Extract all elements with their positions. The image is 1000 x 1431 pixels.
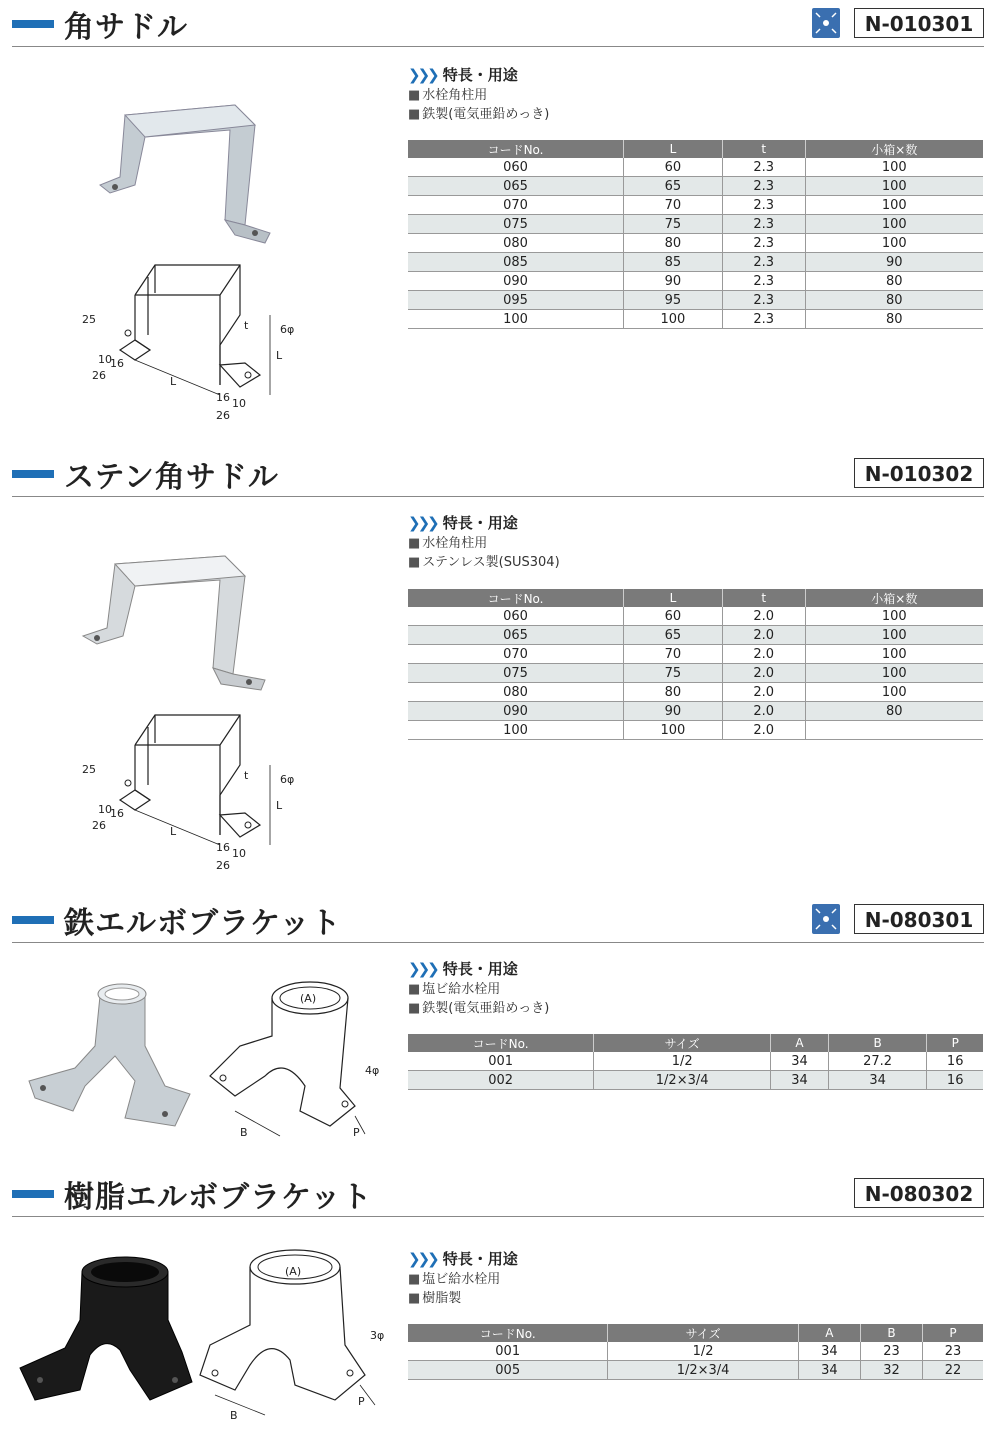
table-cell: 001 <box>408 1052 594 1071</box>
table-row <box>408 1342 983 1361</box>
table-cell: 060 <box>408 607 624 626</box>
table-header-row <box>408 589 983 607</box>
dim-26: 26 <box>92 819 106 832</box>
table-cell: 80 <box>805 310 983 329</box>
table-cell: 80 <box>805 702 983 721</box>
column-header: コードNo. <box>408 1034 594 1052</box>
spec-table <box>408 140 983 329</box>
table-cell: 100 <box>805 626 983 645</box>
table-cell: 80 <box>805 291 983 310</box>
feature-item: 鉄製(電気亜鉛めっき) <box>422 1001 550 1016</box>
column-header: L <box>624 140 723 158</box>
table-row <box>408 645 983 664</box>
table-row <box>408 177 983 196</box>
dim-B: B <box>240 1126 248 1139</box>
table-cell: 23 <box>923 1342 983 1361</box>
table-cell: 100 <box>805 177 983 196</box>
table-cell: 2.3 <box>722 253 805 272</box>
table-row <box>408 310 983 329</box>
table-cell: 34 <box>798 1342 860 1361</box>
table-cell: 27.2 <box>828 1052 927 1071</box>
table-cell: 23 <box>860 1342 922 1361</box>
table-cell: 1/2×3/4 <box>594 1071 771 1090</box>
table-cell: 32 <box>860 1361 922 1380</box>
table-cell: 080 <box>408 234 624 253</box>
table-cell <box>805 721 983 740</box>
section-kaku-saddle <box>0 0 1000 440</box>
table-row <box>408 683 983 702</box>
section-iron-elbow-bracket <box>0 896 1000 1166</box>
table-cell: 065 <box>408 626 624 645</box>
table-row <box>408 1361 983 1380</box>
table-cell: 2.0 <box>722 626 805 645</box>
column-header: サイズ <box>594 1034 771 1052</box>
bullet-square-icon: ■ <box>408 107 421 122</box>
chevrons-icon: ❯❯❯ <box>408 66 437 84</box>
table-cell: 005 <box>408 1361 608 1380</box>
table-cell: 080 <box>408 683 624 702</box>
table-cell: 34 <box>828 1071 927 1090</box>
feature-item: 鉄製(電気亜鉛めっき) <box>422 107 550 122</box>
table-cell: 070 <box>408 645 624 664</box>
table-cell: 1/2×3/4 <box>608 1361 798 1380</box>
feature-item: 水栓角柱用 <box>422 536 488 551</box>
table-cell: 100 <box>805 683 983 702</box>
dim-hole: 3φ <box>370 1329 385 1342</box>
table-cell: 2.3 <box>722 215 805 234</box>
table-cell: 90 <box>624 272 723 291</box>
feature-item: 塩ビ給水栓用 <box>422 1272 501 1287</box>
table-cell: 34 <box>798 1361 860 1380</box>
dim-25: 25 <box>82 763 96 776</box>
table-cell: 095 <box>408 291 624 310</box>
section-header <box>12 450 984 497</box>
table-row <box>408 664 983 683</box>
column-header: サイズ <box>608 1324 798 1342</box>
table-header-row <box>408 1034 983 1052</box>
resin-elbow-drawing <box>195 1235 395 1425</box>
column-header: 小箱×数 <box>805 140 983 158</box>
dim-P: P <box>358 1395 365 1408</box>
resin-elbow-photo <box>10 1250 200 1410</box>
section-header <box>12 0 984 47</box>
column-header: B <box>860 1324 922 1342</box>
table-cell: 2.0 <box>722 683 805 702</box>
table-cell: 085 <box>408 253 624 272</box>
section-title: 鉄エルボブラケット <box>64 906 342 941</box>
table-cell: 34 <box>771 1052 829 1071</box>
table-cell: 85 <box>624 253 723 272</box>
dim-10b: 10 <box>232 397 246 410</box>
section-resin-elbow-bracket <box>0 1170 1000 1431</box>
product-code: N-010301 <box>854 8 984 38</box>
table-cell: 100 <box>805 196 983 215</box>
dim-16: 16 <box>110 357 124 370</box>
table-cell: 100 <box>624 721 723 740</box>
table-cell: 65 <box>624 177 723 196</box>
table-cell: 2.3 <box>722 234 805 253</box>
chevrons-icon: ❯❯❯ <box>408 514 437 532</box>
table-cell: 22 <box>923 1361 983 1380</box>
section-accent-bar <box>12 1190 54 1198</box>
dim-10: 10 <box>98 353 112 366</box>
bullet-square-icon: ■ <box>408 982 421 997</box>
dim-16: 16 <box>110 807 124 820</box>
dim-A: (A) <box>300 992 317 1005</box>
table-row <box>408 234 983 253</box>
spec-table <box>408 1324 983 1380</box>
table-cell: 70 <box>624 196 723 215</box>
bullet-square-icon: ■ <box>408 88 421 103</box>
features-heading: 特長・用途 <box>442 66 518 84</box>
table-cell: 16 <box>927 1071 983 1090</box>
table-cell: 2.0 <box>722 702 805 721</box>
column-header: t <box>722 140 805 158</box>
table-cell: 100 <box>805 607 983 626</box>
dim-A: (A) <box>285 1265 302 1278</box>
table-cell: 70 <box>624 645 723 664</box>
column-header: 小箱×数 <box>805 589 983 607</box>
bullet-square-icon: ■ <box>408 536 421 551</box>
table-cell: 075 <box>408 664 624 683</box>
stainless-saddle-drawing <box>80 705 320 880</box>
table-cell: 1/2 <box>594 1052 771 1071</box>
dim-6phi: 6φ <box>280 773 295 786</box>
table-cell: 34 <box>771 1071 829 1090</box>
table-cell: 090 <box>408 272 624 291</box>
feature-item: ステンレス製(SUS304) <box>422 555 560 570</box>
features-heading: 特長・用途 <box>442 960 518 978</box>
table-header-row <box>408 140 983 158</box>
table-row <box>408 1071 983 1090</box>
table-cell: 002 <box>408 1071 594 1090</box>
dim-10b: 10 <box>232 847 246 860</box>
dim-26b: 26 <box>216 859 230 872</box>
table-cell: 100 <box>408 721 624 740</box>
table-cell: 2.0 <box>722 664 805 683</box>
column-header: L <box>624 589 723 607</box>
table-cell: 075 <box>408 215 624 234</box>
table-cell: 75 <box>624 664 723 683</box>
product-code: N-010302 <box>854 458 984 488</box>
product-code: N-080301 <box>854 904 984 934</box>
column-header: A <box>798 1324 860 1342</box>
bullet-square-icon: ■ <box>408 1272 421 1287</box>
features <box>408 958 549 1018</box>
table-cell: 100 <box>408 310 624 329</box>
section-accent-bar <box>12 916 54 924</box>
features <box>408 1248 518 1308</box>
bullet-square-icon: ■ <box>408 555 421 570</box>
table-cell: 2.3 <box>722 177 805 196</box>
table-cell: 80 <box>805 272 983 291</box>
dim-P: P <box>353 1126 360 1139</box>
table-cell: 1/2 <box>608 1342 798 1361</box>
table-row <box>408 702 983 721</box>
table-row <box>408 721 983 740</box>
dim-B: B <box>230 1409 238 1422</box>
column-header: コードNo. <box>408 589 624 607</box>
iron-elbow-drawing <box>205 976 400 1151</box>
table-cell: 2.0 <box>722 607 805 626</box>
table-cell: 100 <box>805 234 983 253</box>
chevrons-icon: ❯❯❯ <box>408 1250 437 1268</box>
table-row <box>408 626 983 645</box>
column-header: P <box>923 1324 983 1342</box>
dim-26b: 26 <box>216 409 230 422</box>
table-header-row <box>408 1324 983 1342</box>
section-accent-bar <box>12 20 54 28</box>
table-row <box>408 1052 983 1071</box>
stainless-saddle-photo <box>75 534 285 694</box>
table-cell: 2.3 <box>722 196 805 215</box>
iron-elbow-photo <box>15 976 200 1136</box>
table-row <box>408 196 983 215</box>
table-cell: 90 <box>805 253 983 272</box>
table-cell: 100 <box>805 215 983 234</box>
column-header: t <box>722 589 805 607</box>
table-row <box>408 272 983 291</box>
dim-26: 26 <box>92 369 106 382</box>
column-header: コードNo. <box>408 140 624 158</box>
table-cell: 90 <box>624 702 723 721</box>
table-cell: 2.0 <box>722 645 805 664</box>
features <box>408 512 560 572</box>
zinc-plating-badge-icon <box>812 8 840 38</box>
spec-table <box>408 589 983 740</box>
table-cell: 95 <box>624 291 723 310</box>
table-cell: 100 <box>624 310 723 329</box>
dim-L2: L <box>276 349 283 362</box>
section-title: ステン角サドル <box>64 460 279 495</box>
bullet-square-icon: ■ <box>408 1291 421 1306</box>
bullet-square-icon: ■ <box>408 1001 421 1016</box>
table-cell: 80 <box>624 234 723 253</box>
dim-6phi: 6φ <box>280 323 295 336</box>
saddle-photo <box>95 85 285 245</box>
table-cell: 070 <box>408 196 624 215</box>
table-cell: 100 <box>805 664 983 683</box>
table-row <box>408 215 983 234</box>
dim-L: L <box>170 375 177 388</box>
column-header: コードNo. <box>408 1324 608 1342</box>
column-header: P <box>927 1034 983 1052</box>
spec-table <box>408 1034 983 1090</box>
table-cell: 065 <box>408 177 624 196</box>
section-header <box>12 1170 984 1217</box>
saddle-drawing <box>80 255 320 430</box>
column-header: B <box>828 1034 927 1052</box>
table-cell: 60 <box>624 158 723 177</box>
column-header: A <box>771 1034 829 1052</box>
table-cell: 001 <box>408 1342 608 1361</box>
table-cell: 65 <box>624 626 723 645</box>
dim-hole: 4φ <box>365 1064 380 1077</box>
section-title: 樹脂エルボブラケット <box>64 1180 373 1215</box>
table-cell: 2.3 <box>722 272 805 291</box>
chevrons-icon: ❯❯❯ <box>408 960 437 978</box>
table-cell: 090 <box>408 702 624 721</box>
dim-L2: L <box>276 799 283 812</box>
feature-item: 水栓角柱用 <box>422 88 488 103</box>
feature-item: 塩ビ給水栓用 <box>422 982 501 997</box>
table-cell: 2.0 <box>722 721 805 740</box>
table-cell: 75 <box>624 215 723 234</box>
table-cell: 2.3 <box>722 158 805 177</box>
dim-16b: 16 <box>216 841 230 854</box>
dim-25: 25 <box>82 313 96 326</box>
features-heading: 特長・用途 <box>442 514 518 532</box>
table-row <box>408 253 983 272</box>
table-cell: 2.3 <box>722 291 805 310</box>
section-header <box>12 896 984 943</box>
section-sten-kaku-saddle <box>0 450 1000 890</box>
dim-t: t <box>244 769 249 782</box>
features-heading: 特長・用途 <box>442 1250 518 1268</box>
table-row <box>408 291 983 310</box>
product-code: N-080302 <box>854 1178 984 1208</box>
table-row <box>408 158 983 177</box>
table-row <box>408 607 983 626</box>
table-cell: 100 <box>805 158 983 177</box>
table-cell: 80 <box>624 683 723 702</box>
section-title: 角サドル <box>64 10 188 45</box>
zinc-plating-badge-icon <box>812 904 840 934</box>
dim-t: t <box>244 319 249 332</box>
dim-16b: 16 <box>216 391 230 404</box>
dim-L: L <box>170 825 177 838</box>
dim-10: 10 <box>98 803 112 816</box>
table-cell: 2.3 <box>722 310 805 329</box>
table-cell: 060 <box>408 158 624 177</box>
feature-item: 樹脂製 <box>422 1291 462 1306</box>
table-cell: 100 <box>805 645 983 664</box>
table-cell: 16 <box>927 1052 983 1071</box>
section-accent-bar <box>12 470 54 478</box>
features <box>408 64 549 124</box>
table-cell: 60 <box>624 607 723 626</box>
